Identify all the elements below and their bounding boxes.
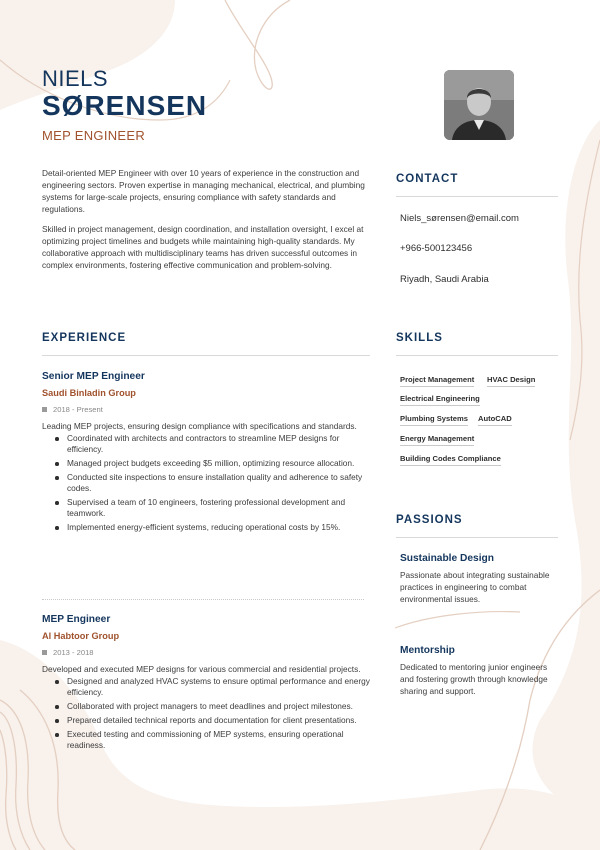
date-marker-icon [42,407,47,412]
skill-tag: Electrical Engineering [400,394,480,406]
skill-tag: Building Codes Compliance [400,454,501,466]
job-bullet: Executed testing and commissioning of MEP systems, ensuring operational readiness. [42,729,370,751]
skills-divider [396,355,558,356]
contact-phone[interactable]: +966-500123456 [400,243,473,254]
job-bullet: Coordinated with architects and contractors to streamline MEP designs for efficiency. [42,433,370,455]
job-bullet: Supervised a team of 10 engineers, fostering professional development and teamwork. [42,497,370,519]
skill-tag: Energy Management [400,434,474,446]
job-title: MEP ENGINEER [42,128,146,143]
job-company: Saudi Binladin Group [42,388,136,398]
job-description: Leading MEP projects, ensuring design compliance with specifications and standards. [42,421,357,431]
passion-item [400,553,560,605]
job-dates-text: 2013 - 2018 [53,648,94,657]
job-bullet: Implemented energy-efficient systems, reducing operational costs by 15%. [42,522,370,533]
job-role: Senior MEP Engineer [42,371,145,382]
passion-item [400,645,560,697]
job-description: Developed and executed MEP designs for various commercial and residential projects. [42,664,361,674]
job-entry [42,371,370,536]
contact-email[interactable]: Niels_sørensen@email.com [400,213,519,224]
summary-paragraph: Skilled in project management, design coordination, and installation oversight, I excel at optimizing project timelines and budgets while maintaining high-quality standards. My collaborative approach with multidisciplinary teams has driven successful outcomes in complex environments, fostering effective communication and problem-solving. [42,224,364,270]
passions-heading: PASSIONS [396,514,463,526]
last-name: SØRENSEN [42,90,208,121]
profile-photo [444,70,514,140]
experience-divider [42,355,370,356]
job-bullet: Designed and analyzed HVAC systems to ensure optimal performance and energy efficiency. [42,676,370,698]
contact-heading: CONTACT [396,173,459,185]
passion-description: Passionate about integrating sustainable practices in engineering to combat environmental issues. [400,570,550,604]
passions-divider [396,537,558,538]
passion-title: Sustainable Design [400,553,494,564]
contact-divider [396,196,558,197]
skill-tag: Project Management [400,375,474,387]
job-bullet: Prepared detailed technical reports and documentation for client presentations. [42,715,370,726]
skill-tag: HVAC Design [487,375,535,387]
job-bullets [42,433,370,533]
date-marker-icon [42,650,47,655]
summary-paragraph: Detail-oriented MEP Engineer with over 10 years of experience in the construction and engineering sectors. Proven expertise in managing mechanical, electrical, and plumbing systems for large-scale projects, ensuring compliance with safety standards and regulations. [42,168,365,214]
job-bullet: Conducted site inspections to ensure installation quality and adherence to safety codes. [42,472,370,494]
job-role: MEP Engineer [42,614,111,625]
job-dates-text: 2018 - Present [53,405,103,414]
skills-heading: SKILLS [396,332,443,344]
skill-tag: Plumbing Systems [400,414,468,426]
job-bullet: Collaborated with project managers to meet deadlines and project milestones. [42,701,370,712]
experience-heading: EXPERIENCE [42,332,127,344]
job-bullets [42,676,370,751]
job-entry [42,614,370,754]
contact-location: Riyadh, Saudi Arabia [400,274,489,285]
job-bullet: Managed project budgets exceeding $5 million, optimizing resource allocation. [42,458,370,469]
job-dates [42,405,370,414]
job-dates [42,648,370,657]
passion-description: Dedicated to mentoring junior engineers and fostering growth through knowledge sharing and support. [400,662,548,696]
passion-title: Mentorship [400,645,455,656]
first-name: NIELS [42,66,109,91]
job-separator [42,599,364,600]
skill-tag: AutoCAD [478,414,512,426]
job-company: Al Habtoor Group [42,631,120,641]
summary [42,167,370,279]
